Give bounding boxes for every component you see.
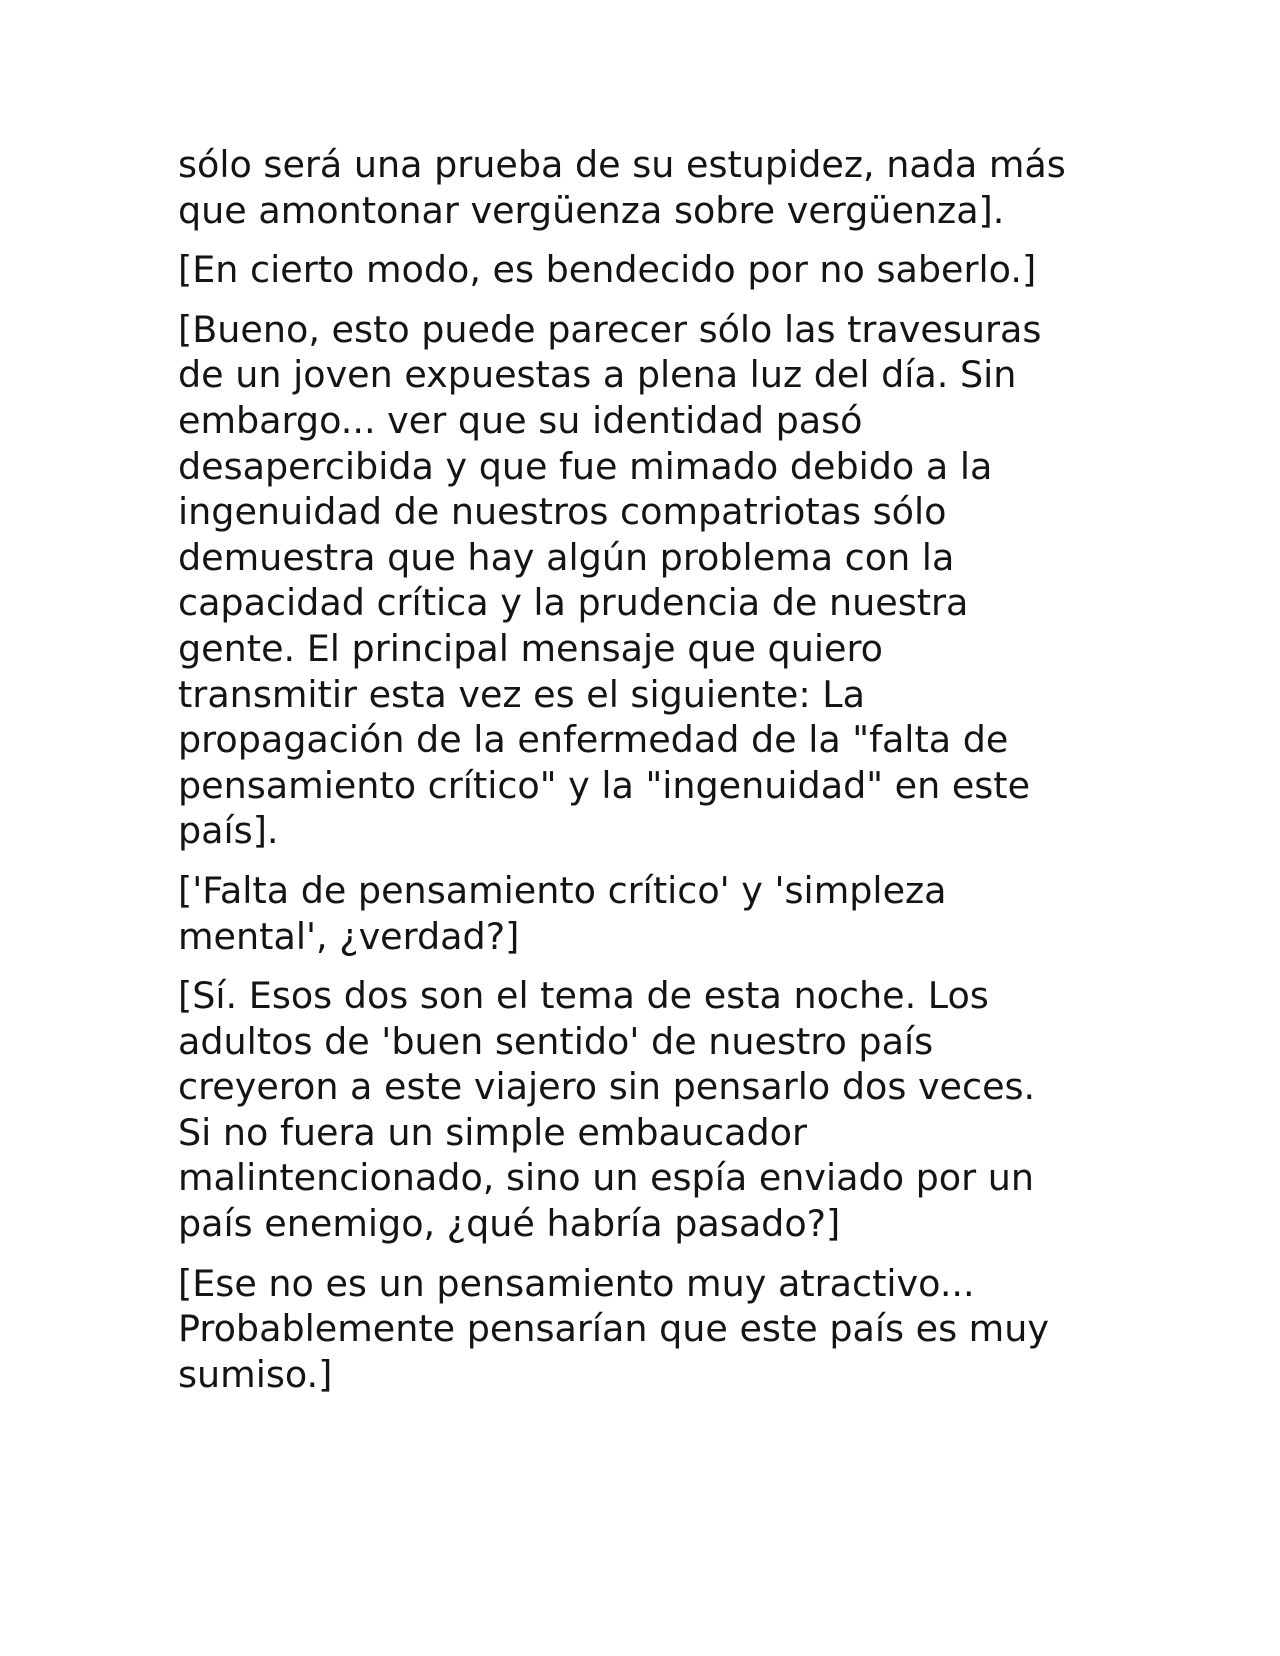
document-page: [178, 142, 1108, 1411]
paragraph-3: [Bueno, esto puede parecer sólo las travesuras de un joven expuestas a plena luz del día. Sin embargo... ver que su identidad pasó desapercibida y que fue mimado debido a la ingenuidad de nuestros compatriotas sólo demuestra que hay algún problema con la capacidad crítica y la prudencia de nuestra gente. El principal mensaje que quiero transmitir esta vez es el siguiente: La propagación de la enfermedad de la "falta de pensamiento crítico" y la "ingenuidad" en este país].: [178, 307, 1042, 853]
paragraph-1: sólo será una prueba de su estupidez, nada más que amontonar vergüenza sobre vergüenza].: [178, 143, 1066, 232]
paragraph-2: [En cierto modo, es bendecido por no saberlo.]: [178, 248, 1037, 292]
paragraph-5: [Sí. Esos dos son el tema de esta noche. Los adultos de 'buen sentido' de nuestro país creyeron a este viajero sin pensarlo dos veces. Si no fuera un simple embaucador malintencionado, sino un espía enviado por un país enemigo, ¿qué habría pasado?]: [178, 974, 1036, 1246]
paragraph-6: [Ese no es un pensamiento muy atractivo... Probablemente pensarían que este país es muy sumiso.]: [178, 1261, 1049, 1396]
paragraph-4: ['Falta de pensamiento crítico' y 'simpleza mental', ¿verdad?]: [178, 868, 947, 958]
